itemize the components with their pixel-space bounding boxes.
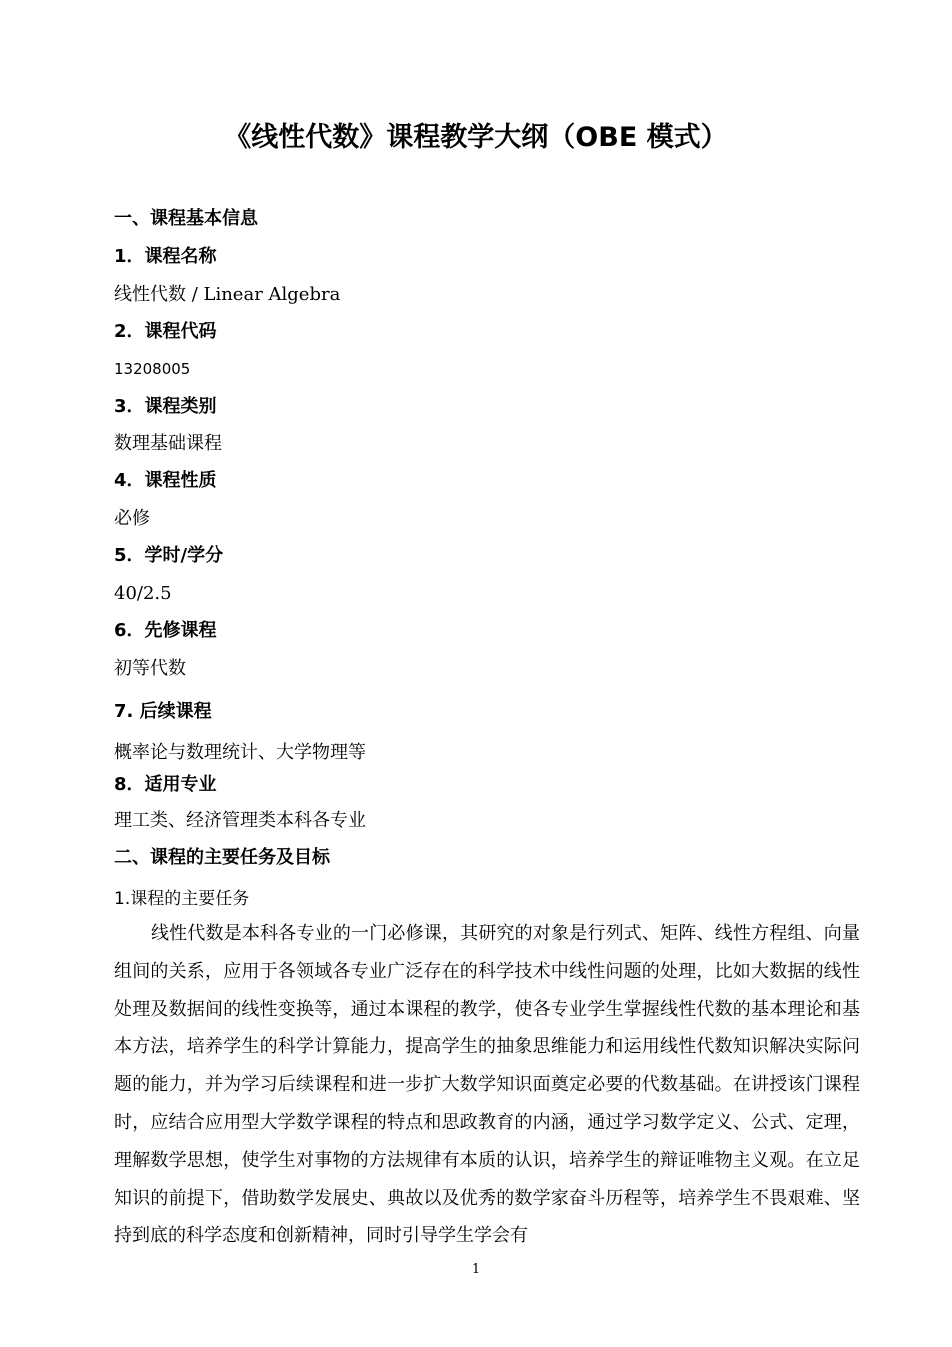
- item-value-course-name: 线性代数 / Linear Algebra: [114, 284, 341, 305]
- body-paragraph: 线性代数是本科各专业的一门必修课，其研究的对象是行列式、矩阵、线性方程组、向量组间的关系，应用于各领域各专业广泛存在的科学技术中线性问题的处理，比如大数据的线性处理及数据间的线性变换等，通过本课程的教学，使各专业学生掌握线性代数的基本理论和基本方法，培养学生的科学计算能力，提高学生的抽象思维能力和运用线性代数知识解决实际问题的能力，并为学习后续课程和进一步扩大数学知识面奠定必要的代数基础。在讲授该门课程时，应结合应用型大学数学课程的特点和思政教育的内涵，通过学习数学定义、公式、定理，理解数学思想，使学生对事物的方法规律有本质的认识，培养学生的辩证唯物主义观。在立足知识的前提下，借助数学发展史、典故以及优秀的数学家奋斗历程等，培养学生不畏艰难、坚持到底的科学态度和创新精神，同时引导学生学会有: [114, 923, 860, 1247]
- item-value-course-code: 13208005: [114, 360, 191, 378]
- item-value-hours-credits: 40/2.5: [114, 583, 172, 604]
- item-label-follow-up-courses: 7. 后续课程: [114, 701, 212, 722]
- page-title: 《线性代数》课程教学大纲（OBE 模式）: [224, 122, 728, 153]
- item-label-course-code: 2．课程代码: [114, 321, 217, 342]
- page-number: 1: [471, 1262, 481, 1277]
- item-label-course-category: 3．课程类别: [114, 396, 217, 417]
- item-value-course-nature: 必修: [114, 508, 150, 529]
- item-label-course-nature: 4．课程性质: [114, 470, 217, 491]
- item-label-prerequisites: 6．先修课程: [114, 620, 217, 641]
- item-value-prerequisites: 初等代数: [114, 658, 186, 679]
- item-label-applicable-majors: 8．适用专业: [114, 774, 217, 795]
- section-heading-tasks-objectives: 二、课程的主要任务及目标: [114, 847, 330, 868]
- item-value-course-category: 数理基础课程: [114, 433, 222, 454]
- item-label-hours-credits: 5．学时/学分: [114, 545, 224, 566]
- section-heading-basic-info: 一、课程基本信息: [114, 208, 258, 229]
- item-value-follow-up-courses: 概率论与数理统计、大学物理等: [114, 742, 366, 763]
- subheading-main-tasks: 1.课程的主要任务: [114, 889, 250, 909]
- item-label-course-name: 1．课程名称: [114, 246, 217, 267]
- item-value-applicable-majors: 理工类、经济管理类本科各专业: [114, 810, 366, 831]
